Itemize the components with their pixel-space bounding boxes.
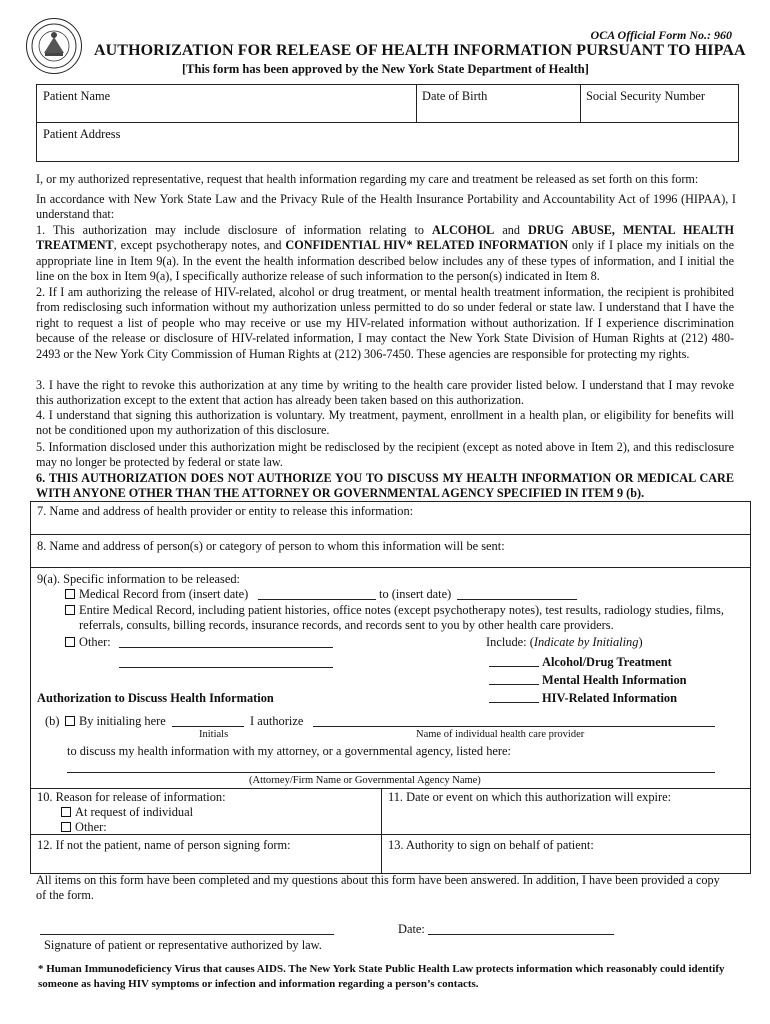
mental-health-option: Mental Health Information [542,673,687,687]
date-label: Date: [398,922,425,936]
checkbox-icon[interactable] [65,716,75,726]
item-5-text: 5. Information disclosed under this authorization might be redisclosed by the recipient (except as noted above in Item 2), and this redisclosure may no longer be protected by federal or state law. [36,440,734,470]
hiv-option: HIV-Related Information [542,691,678,705]
patient-info-table [36,84,739,162]
mental-initial-line[interactable] [489,684,539,685]
authorize-label: I authorize [250,714,304,728]
patient-name-field[interactable]: Patient Name [43,89,111,103]
item-10-heading: 10. Reason for release of information: [37,790,226,804]
state-seal-icon [26,18,82,74]
to-date-line[interactable] [457,599,577,600]
initials-line[interactable] [172,726,244,727]
item-9-box [30,567,751,789]
items-10-13-table [30,788,751,874]
entire-record-option[interactable]: Entire Medical Record, including patient histories, office notes (except psychotherapy notes), test results, radiology studies, films, [65,603,724,618]
item-6-text: 6. THIS AUTHORIZATION DOES NOT AUTHORIZE YOU TO DISCUSS MY HEALTH INFORMATION OR MEDICAL CARE WITH ANYONE OTHER THAN THE ATTORNEY OR GOVERNMENTAL AGENCY SPECIFIED IN ITEM 9 (b). [36,471,734,501]
checkbox-icon[interactable] [65,605,75,615]
item-3-text: 3. I have the right to revoke this authorization at any time by writing to the health care provider listed below. I understand that I may revoke this authorization except to the extent that action has already been taken based on this authorization. [36,378,734,408]
item-12-label[interactable]: 12. If not the patient, name of person signing form: [37,838,291,852]
item-7-label: 7. Name and address of health provider or entity to release this information: [37,504,414,518]
form-title: AUTHORIZATION FOR RELEASE OF HEALTH INFORMATION PURSUANT TO HIPAA [94,42,746,59]
checkbox-icon[interactable] [65,589,75,599]
initialing-option[interactable]: By initialing here [65,714,166,729]
form-subtitle: [This form has been approved by the New York State Department of Health] [182,62,589,76]
provider-line[interactable] [313,726,715,727]
item-9b-prefix: (b) [45,714,60,728]
item-8-box[interactable] [30,534,751,568]
hiv-initial-line[interactable] [489,702,539,703]
checkbox-icon[interactable] [61,822,71,832]
law-intro-text: In accordance with New York State Law and the Privacy Rule of the Health Insurance Portability and Accountability Act of 1996 (HIPAA), I understand that: [36,192,736,222]
from-date-line[interactable] [258,599,376,600]
checkbox-icon[interactable] [65,637,75,647]
intro-text: I, or my authorized representative, request that health information regarding my care and treatment be released as set forth on this form: [36,172,699,186]
item-2-text: 2. If I am authorizing the release of HIV-related, alcohol or drug treatment, or mental health treatment information, the recipient is prohibited from redisclosing such information without my authorization unless permitted to do so under federal or state law. I understand that I have the right to request a list of people who may receive or use my HIV-related information without authorization. If I experience discrimination because of the release or disclosure of HIV-related information, I may contact the New York State Division of Human Rights at (212) 480-2493 or the New York City Commission of Human Rights at (212) 306-7450. These agencies are responsible for protecting my rights. [36,285,734,361]
hiv-footnote: * Human Immunodeficiency Virus that causes AIDS. The New York State Public Health Law protects information which reasonably could identify someone as having HIV symptoms or infection and information regarding a person’s contacts. [38,963,725,990]
attorney-line[interactable] [67,772,715,773]
item-1-text: 1. This authorization may include disclosure of information relating to ALCOHOL and DRUG ABUSE, MENTAL HEALTH TREATMENT, except psychotherapy notes, and CONFIDENTIAL HIV* RELATED INFORMATION only if I place my initials on the appropriate line in Item 9(a). In the event the health information described below includes any of these types of information, and I initial the line on the box in Item 9(a), I specifically authorize release of such information to the person(s) indicated in Item 8. [36,223,734,284]
attorney-caption: (Attorney/Firm Name or Governmental Agency Name) [249,775,481,786]
medical-record-from-option[interactable]: Medical Record from (insert date) [65,587,248,602]
item-9a-heading: 9(a). Specific information to be released: [37,572,240,586]
initials-caption: Initials [199,729,229,740]
request-individual-option[interactable]: At request of individual [61,805,193,820]
include-label: Include: (Indicate by Initialing) [486,635,643,649]
other-line-2[interactable] [119,667,333,668]
signature-caption: Signature of patient or representative authorized by law. [44,938,322,952]
discuss-text: to discuss my health information with my attorney, or a governmental agency, listed here: [67,744,511,758]
date-of-birth-field[interactable]: Date of Birth [422,89,488,103]
date-line[interactable] [428,934,614,935]
alcohol-initial-line[interactable] [489,666,539,667]
ssn-field[interactable]: Social Security Number [586,89,706,103]
form-number: OCA Official Form No.: 960 [590,28,732,42]
to-date-label: to (insert date) [379,587,452,601]
item-11-label[interactable]: 11. Date or event on which this authorization will expire: [388,790,672,804]
entire-record-continued: referrals, consults, billing records, insurance records, and records sent to you by other health care providers. [79,618,614,632]
closing-statement: All items on this form have been completed and my questions about this form have been answered. In addition, I have been provided a copy of the form. [36,873,720,903]
item-13-label[interactable]: 13. Authority to sign on behalf of patient: [388,838,594,852]
patient-address-field[interactable]: Patient Address [43,127,121,141]
item-9b-heading: Authorization to Discuss Health Information [37,691,274,705]
alcohol-drug-option: Alcohol/Drug Treatment [542,655,672,669]
item-8-label: 8. Name and address of person(s) or category of person to whom this information will be sent: [37,539,505,553]
provider-caption: Name of individual health care provider [416,729,585,740]
item-7-box[interactable] [30,501,751,535]
signature-line[interactable] [40,934,334,935]
other-option[interactable]: Other: [65,635,111,650]
other-line-1[interactable] [119,647,333,648]
reason-other-option[interactable]: Other: [61,820,107,835]
item-4-text: 4. I understand that signing this authorization is voluntary. My treatment, payment, enrollment in a health plan, or eligibility for benefits will not be conditioned upon my authorization of this disclosure. [36,408,734,438]
checkbox-icon[interactable] [61,807,71,817]
